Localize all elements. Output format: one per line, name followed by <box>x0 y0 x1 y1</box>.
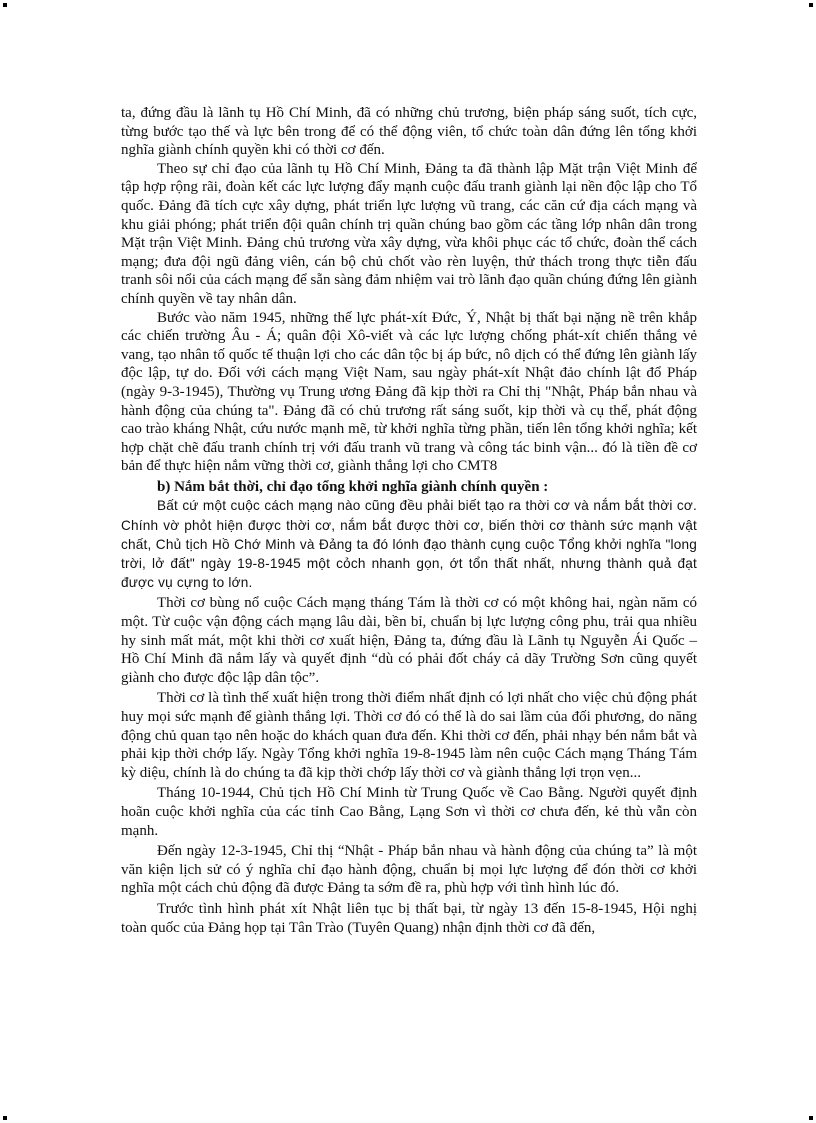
document-body <box>121 104 697 937</box>
section-heading: b) Nắm bắt thời, chỉ đạo tổng khởi nghĩa giành chính quyền : <box>157 478 549 495</box>
corner-mark-top-right <box>809 3 813 7</box>
paragraph-2: Theo sự chỉ đạo của lãnh tụ Hồ Chí Minh, Đảng ta đã thành lập Mặt trận Việt Minh để tập hợp rộng rãi, đoàn kết các lực lượng đẩy mạnh cuộc đấu tranh giành lại nền độc lập cho Tổ quốc. Đảng đã tích cực xây dựng, phát triển lực lượng vũ trang, các căn cứ địa cách mạng và khu giải phóng; phát triển đội quân chính trị quần chúng bao gồm các tầng lớp nhân dân trong Mặt trận Việt Minh. Đảng chủ trương vừa xây dựng, vừa khôi phục các tổ chức, đoàn thể cách mạng; đưa đội ngũ đảng viên, cán bộ chủ chốt vào rèn luyện, thử thách trong thực tiễn đấu tranh sôi nổi của cách mạng để sẵn sàng đảm nhiệm vai trò lãnh đạo quần chúng đứng lên giành chính quyền về tay nhân dân. <box>121 160 697 307</box>
paragraph-7: Đến ngày 12-3-1945, Chỉ thị “Nhật - Pháp bắn nhau và hành động của chúng ta” là một văn kiện lịch sử có ý nghĩa chỉ đạo hành động, chuẩn bị mọi lực lượng để đón thời cơ khởi nghĩa một cách chủ động đã được Đảng ta sớm đề ra, phù hợp với tình hình lúc đó. <box>121 843 697 897</box>
paragraph-5: Thời cơ là tình thế xuất hiện trong thời điểm nhất định có lợi nhất cho việc chủ động phát huy mọi sức mạnh để giành thắng lợi. Thời cơ đó có thể là do sai lầm của đối phương, do năng động chủ quan tạo nên hoặc do khách quan đưa đến. Khi thời cơ đến, phải nhạy bén nắm bắt và phải kịp thời chớp lấy. Ngày Tổng khởi nghĩa 19-8-1945 làm nên cuộc Cách mạng Tháng Tám kỳ diệu, chính là do chúng ta đã kịp thời chớp lấy thời cơ và giành thắng lợi trọn vẹn... <box>121 690 697 781</box>
corner-mark-bottom-left <box>3 1116 7 1120</box>
paragraph-8: Trước tình hình phát xít Nhật liên tục bị thất bại, từ ngày 13 đến 15-8-1945, Hội nghị toàn quốc của Đảng họp tại Tân Trào (Tuyên Quang) nhận định thời cơ đã đến, <box>121 900 697 936</box>
paragraph-1: ta, đứng đầu là lãnh tụ Hồ Chí Minh, đã có những chủ trương, biện pháp sáng suốt, tích cực, từng bước tạo thế và lực bên trong để có thể động viên, tổ chức toàn dân đứng lên tổng khởi nghĩa giành chính quyền khi có thời cơ đến. <box>121 105 697 159</box>
paragraph-sans: Bất cứ một cuộc cách mạng nào cũng đều phải biết tạo ra thời cơ và nắm bắt thời cơ. Chính vờ phỏt hiện được thời cơ, nắm bắt được thời cơ, biến thời cơ thành sức mạnh vật chất, Chủ tịch Hồ Chớ Minh và Đảng ta đó lónh đạo thành cụng cuộc Tổng khởi nghĩa "long trời, lở đất" ngày 19-8-1945 một cỏch nhanh gọn, ớt tổn thất nhất, nhưng thành quả đạt được vụ cựng to lớn. <box>121 498 697 591</box>
paragraph-6: Tháng 10-1944, Chủ tịch Hồ Chí Minh từ Trung Quốc về Cao Bằng. Người quyết định hoãn cuộc khởi nghĩa của các tỉnh Cao Bằng, Lạng Sơn vì thời cơ chưa đến, kẻ thù vẫn còn mạnh. <box>121 785 697 839</box>
corner-mark-bottom-right <box>809 1116 813 1120</box>
corner-mark-top-left <box>3 3 7 7</box>
paragraph-4: Thời cơ bùng nổ cuộc Cách mạng tháng Tám là thời cơ có một không hai, ngàn năm có một. Từ cuộc vận động cách mạng lâu dài, bền bỉ, chuẩn bị lực lượng công phu, trải qua nhiều hy sinh mất mát, một khi thời cơ xuất hiện, Đảng ta, đứng đầu là Lãnh tụ Nguyễn Ái Quốc – Hồ Chí Minh đã nắm lấy và quyết định “dù có phải đốt cháy cả dãy Trường Sơn cũng quyết giành cho được độc lập dân tộc”. <box>121 595 697 686</box>
paragraph-3: Bước vào năm 1945, những thế lực phát-xít Đức, Ý, Nhật bị thất bại nặng nề trên khắp các chiến trường Âu - Á; quân đội Xô-viết và các lực lượng chống phát-xít chiến thắng vẻ vang, tạo nhân tố quốc tế thuận lợi cho các dân tộc bị áp bức, nô dịch có thể đứng lên giành lấy độc lập, tự do. Đối với cách mạng Việt Nam, sau ngày phát-xít Nhật đảo chính lật đổ Pháp (ngày 9-3-1945), Thường vụ Trung ương Đảng đã kịp thời ra Chỉ thị "Nhật, Pháp bắn nhau và hành động của chúng ta". Đảng đã có chủ trương rất sáng suốt, kịp thời và cụ thể, phát động cao trào kháng Nhật, cứu nước mạnh mẽ, từ khởi nghĩa từng phần, tiến lên tổng khởi nghĩa; kết hợp chặt chẽ đấu tranh chính trị với đấu tranh vũ trang và công tác binh vận... đó là tiền đề cơ bản để thực hiện nắm vững thời cơ, giành thắng lợi cho CMT8 <box>121 309 697 475</box>
